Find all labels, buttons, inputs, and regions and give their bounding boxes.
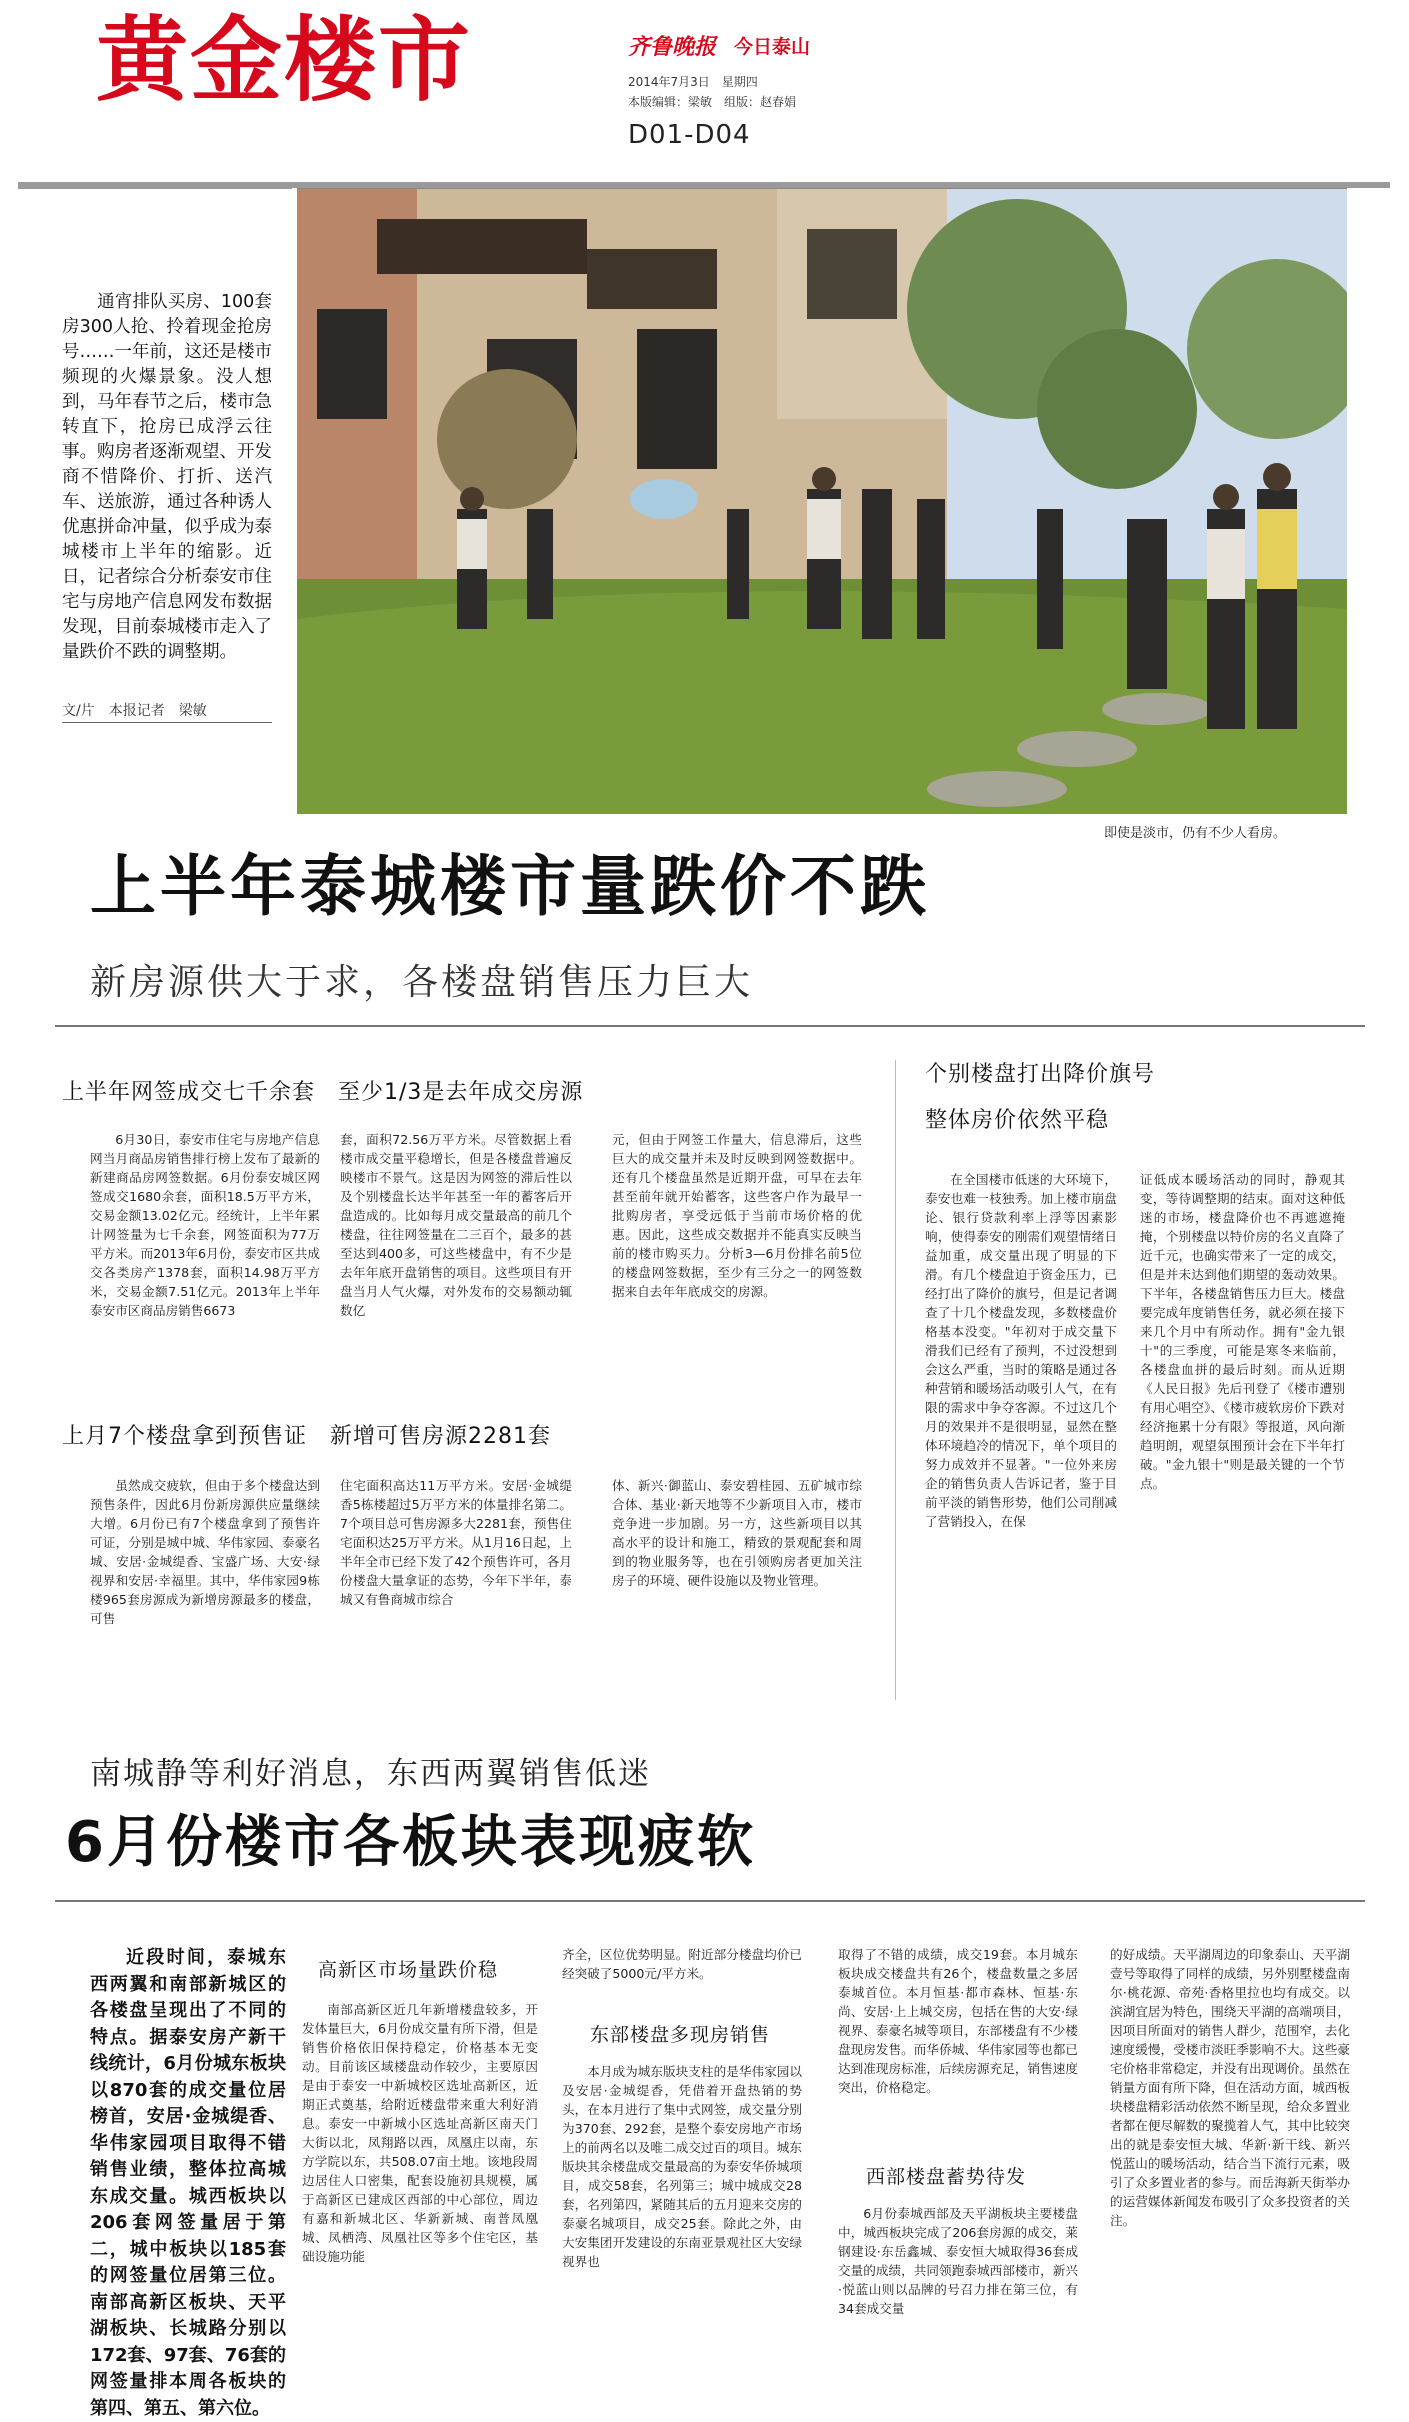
section-a-column-1: 6月30日，泰安市住宅与房地产信息网当月商品房销售排行榜上发布了最新的新建商品房网签数据。6月份泰安城区网签成交1680余套，面积18.5万平方米，交易金额13.02亿元。经统计，上半年累计网签量为七千余套，网签面积为77万平方米。而2013年6月份，泰安市区共成交各类房产1378套，面积14.98万平方米，交易金额7.51亿元。2013年上半年泰安市区商品房销售6673 <box>90 1132 320 1318</box>
news-photo <box>297 188 1347 814</box>
photo-caption: 即使是淡市，仍有不少人看房。 <box>1104 826 1287 841</box>
story2-column-3-top: 取得了不错的成绩，成交19套。本月城东板块成交楼盘共有26个，楼盘数量之多居泰城首位。本月恒基·都市森林、恒基·东尚、安居·上上城交房，包括在售的大安·绿视界、泰豪名城等项目，东部楼盘有不少楼盘现房发售。而华侨城、华伟家园等也都已达到准现房标准，后续房源充足，销售速度突出，价格稳定。 <box>838 1947 1078 2095</box>
byline-rule <box>62 722 272 723</box>
editors-line: 本版编辑：梁敏 组版：赵春娟 <box>628 95 797 109</box>
headline-main: 上半年泰城楼市量跌价不跌 <box>90 848 930 925</box>
headline-subtitle: 新房源供大于求，各楼盘销售压力巨大 <box>90 962 754 1003</box>
story2-col1-title: 高新区市场量跌价稳 <box>318 1959 499 1981</box>
section-c-column-2: 证低成本暖场活动的同时，静观其变，等待调整期的结束。面对这种低迷的市场，楼盘降价也不再遮遮掩掩，个别楼盘以特价房的名义直降了近千元，也确实带来了一定的成交，但是并未达到他们期望的轰动效果。下半年，各楼盘销售压力巨大。楼盘要完成年度销售任务，就必须在接下来几个月中有所动作。拥有"金九银十"的三季度，可能是寒冬来临前，各楼盘血拼的最后时刻。而从近期《人民日报》先后刊登了《楼市遭别有用心唱空》、《楼市疲软房价下跌对经济拖累十分有限》等报道，风向渐趋明朗，观望氛围预计会在下半年打破。"金九银十"则是最关键的一个节点。 <box>1140 1172 1345 1491</box>
story2-kicker: 南城静等利好消息，东西两翼销售低迷 <box>90 1756 651 1792</box>
section-c-column-1: 在全国楼市低迷的大环境下，泰安也难一枝独秀。加上楼市崩盘论、银行贷款利率上浮等因素影响，使得泰安的刚需们观望情绪日益加重，成交量出现了明显的下滑。有几个楼盘迫于资金压力，已经打出了降价的旗号，但是记者调查了十几个楼盘发现，多数楼盘价格基本没变。"年初对于成交量下滑我们已经有了预判，不过没想到会这么严重，当时的策略是通过各种营销和暖场活动吸引人气，在有限的需求中争夺客源。不过这几个月的效果并不是很明显，显然在整体环境趋冷的情况下，单个项目的努力成效并不显著。"一位外来房企的销售负责人告诉记者，鉴于目前平淡的销售形势，他们公司削减了营销投入，在保 <box>925 1172 1117 1529</box>
edition-name: 今日泰山 <box>734 36 811 58</box>
photo-illustration <box>297 189 1347 814</box>
story2-headline: 6月份楼市各板块表现疲软 <box>65 1810 756 1875</box>
section-a-title: 上半年网签成交七千余套 至少1/3是去年成交房源 <box>62 1080 584 1105</box>
section-c-title-line-1: 个别楼盘打出降价旗号 <box>925 1062 1156 1087</box>
section-b-column-2: 住宅面积高达11万平方米。安居·金城缇香5栋楼超过5万平方米的体量排名第二。7个项目总可售房源多大2281套，预售住宅面积达25万平方米。从1月16日起，上半年全市已经下发了42个预售许可，各月份楼盘大量拿证的态势，今年下半年，泰城又有鲁商城市综合 <box>340 1478 572 1607</box>
story2-column-2: 本月成为城东版块支柱的是华伟家园以及安居·金城缇香，凭借着开盘热销的势头，在本月进行了集中式网签，成交量分别为370套、292套，是整个泰安房地产市场上的前两名以及唯二成交过百的项目。城东版块其余楼盘成交量最高的为泰安华侨城项目，成交58套，名列第三；城中城成交28套，名列第四，紧随其后的五月迎来交房的泰豪名城项目，成交25套。除此之外，由大安集团开发建设的东南亚景观社区大安绿视界也 <box>562 2064 802 2269</box>
story2-column-3: 6月份泰城西部及天平湖板块主要楼盘中，城西板块完成了206套房源的成交，莱钢建设·东岳鑫城、泰安恒大城取得36套成交量的成绩，共同领跑泰城西部楼市，新兴·悦蓝山则以品牌的号召力排在第三位，有34套成交量 <box>838 2206 1078 2316</box>
masthead-rule-thin <box>18 188 292 189</box>
paper-logo: 齐鲁晚报 <box>628 34 717 60</box>
story2-column-2-top: 齐全，区位优势明显。附近部分楼盘均价已经突破了5000元/平方米。 <box>562 1947 802 1981</box>
column-rule <box>895 1060 896 1700</box>
section-b-column-1: 虽然成交疲软，但由于多个楼盘达到预售条件，因此6月份新房源供应量继续大增。6月份已有7个楼盘拿到了预售许可证，分别是城中城、华伟家园、泰豪名城、安居·金城缇香、宝盛广场、大安·绿视界和安居·幸福里。其中，华伟家园9栋楼965套房源成为新增房源最多的楼盘，可售 <box>90 1478 320 1626</box>
story2-col2-title: 东部楼盘多现房销售 <box>590 2024 771 2046</box>
story2-column-4: 的好成绩。天平湖周边的印象泰山、天平湖壹号等取得了同样的成绩，另外别墅楼盘南尔·桃花源、帝苑·香格里拉也均有成交。以滨湖宜居为特色，围绕天平湖的高端项目，因项目所面对的销售人群少，范围窄，去化速度缓慢，受楼市淡旺季影响不大。这些豪宅价格非常稳定，并没有出现调价。虽然在销量方面有所下降，但在活动方面，城西板块楼盘精彩活动依然不断呈现，给众多置业者都在便尽解数的聚揽着人气，其中比较突出的就是泰安恒大城、华新·新干线、新兴悦蓝山的暖场活动，结合当下流行元素，吸引了众多置业者的参与。而岳海新天街举办的运营媒体新闻发布吸引了众多投资者的关注。 <box>1110 1947 1350 2228</box>
section-a-column-2: 套，面积72.56万平方米。尽管数据上看楼市成交量平稳增长，但是各楼盘普遍反映楼市不景气。这是因为网签的滞后性以及个别楼盘长达半年甚至一年的蓄客后开盘造成的。比如每月成交量最高的前几个楼盘，往往网签量在二三百个，最多的甚至达到400多，可这些楼盘中，有不少是去年年底开盘销售的项目。这些项目有开盘当月人气火爆，对外发布的交易额动辄数亿 <box>340 1132 572 1318</box>
section-divider-2 <box>55 1900 1365 1902</box>
page-range: D01-D04 <box>628 120 751 150</box>
issue-date: 2014年7月3日 星期四 <box>628 75 758 89</box>
section-a-column-3: 元，但由于网签工作量大，信息滞后，这些巨大的成交量并未及时反映到网签数据中。还有几个楼盘虽然是近期开盘，可早在去年甚至前年就开始蓄客，这些客户作为最早一批购房者，享受远低于当前市场价格的优惠。因此，这些成交数据并不能真实反映当前的楼市购买力。分析3—6月份排名前5位的楼盘网签数据，至少有三分之一的网签数据来自去年年底成交的房源。 <box>612 1132 862 1299</box>
section-divider <box>55 1025 1365 1027</box>
story2-column-1: 南部高新区近几年新增楼盘较多，开发体量巨大，6月份成交量有所下滑，但是销售价格依旧保持稳定，价格基本无变动。目前该区域楼盘动作较少，主要原因是由于泰安一中新城校区选址高新区，近期正式奠基，给附近楼盘带来重大利好消息。泰安一中新城小区选址高新区南天门大街以北，凤翔路以西，凤凰庄以南，东方学院以东，共508.07亩土地。该地段周边居住人口密集，配套设施初具规模，属于高新区已建成区西部的中心部位，周边有嘉和新城北区、华新新城、南普凤凰城、凤栖湾、凤凰社区等多个住宅区，基础设施功能 <box>302 2002 538 2264</box>
byline: 文/片 本报记者 梁敏 <box>62 703 207 719</box>
story2-lead: 近段时间，泰城东西两翼和南部新城区的各楼盘呈现出了不同的特点。据泰安房产新干线统计，6月份城东板块以870套的成交量位居榜首，安居·金城缇香、华伟家园项目取得不错销售业绩，整体拉高城东成交量。城西板块以206套网签量居于第二，城中板块以185套的网签量位居第三位。南部高新区板块、天平湖板块、长城路分别以172套、97套、76套的网签量排本周各板块的第四、第五、第六位。 <box>90 1947 286 2419</box>
story2-col3-title: 西部楼盘蓄势待发 <box>866 2166 1027 2188</box>
section-b-column-3: 体、新兴·御蓝山、泰安碧桂园、五矿城市综合体、基业·新天地等不少新项目入市，楼市竞争进一步加剧。另一方，这些新项目以其高水平的设计和施工，精致的景观配套和周到的物业服务等，也在引领购房者更加关注房子的环境、硬件设施以及物业管理。 <box>612 1478 862 1588</box>
section-c-title-line-2: 整体房价依然平稳 <box>925 1108 1110 1133</box>
section-b-title: 上月7个楼盘拿到预售证 新增可售房源2281套 <box>62 1424 551 1449</box>
lead-paragraph: 通宵排队买房、100套房300人抢、拎着现金抢房号……一年前，这还是楼市频现的火爆景象。没人想到，马年春节之后，楼市急转直下，抢房已成浮云往事。购房者逐渐观望、开发商不惜降价、打折、送汽车、送旅游，通过各种诱人优惠拼命冲量，似乎成为泰城楼市上半年的缩影。近日，记者综合分析泰安市住宅与房地产信息网发布数据发现，目前泰城楼市走入了量跌价不跌的调整期。 <box>62 292 272 662</box>
masthead-title: 黄金楼市 <box>96 6 473 114</box>
